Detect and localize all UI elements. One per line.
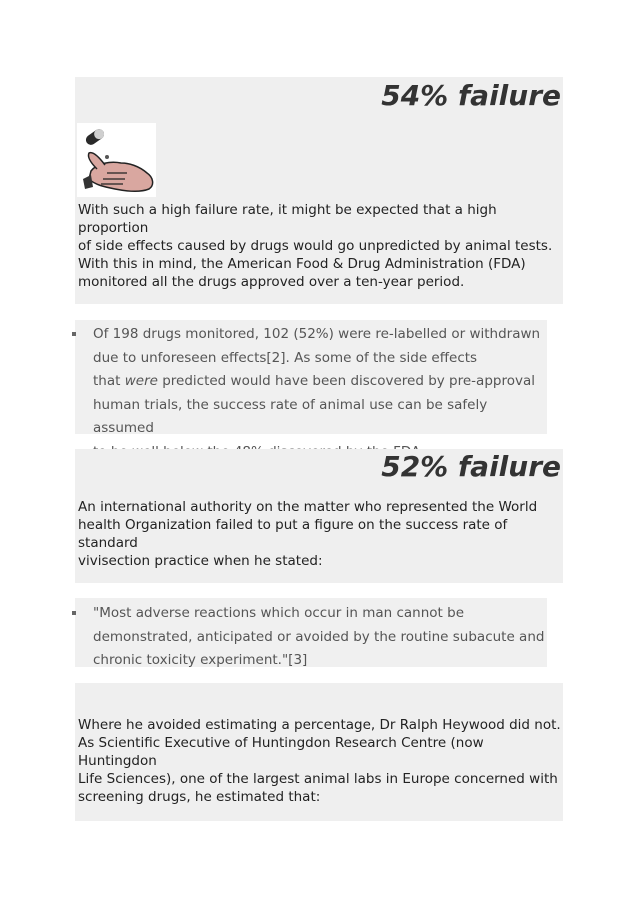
paragraph-section1 (78, 201, 563, 291)
para-line: An international authority on the matter who represented the World (78, 499, 538, 515)
paragraph-section2 (78, 498, 563, 570)
bullet-line: "Most adverse reactions which occur in man cannot be (93, 605, 465, 621)
bullet-line-part: predicted would have been discovered by pre-approval (157, 373, 535, 389)
para-line: As Scientific Executive of Huntingdon Research Centre (now Huntingdon (78, 735, 484, 769)
para-line: of side effects caused by drugs would go unpredicted by animal tests. (78, 238, 553, 254)
bullet-line: chronic toxicity experiment."[3] (93, 652, 308, 668)
para-line: With such a high failure rate, it might be expected that a high proportion (78, 202, 497, 236)
section-52-failure (75, 449, 563, 583)
bullet-icon (72, 611, 76, 615)
hand-pill-icon (77, 123, 156, 197)
bullet-icon (72, 332, 76, 336)
emphasis-were: were (124, 373, 158, 389)
section-54-failure (75, 77, 563, 304)
bullet-line: due to unforeseen effects[2]. As some of the side effects (93, 349, 478, 366)
para-line: Life Sciences), one of the largest animal labs in Europe concerned with (78, 771, 558, 787)
paragraph-section3 (78, 716, 563, 806)
bullet-block-fda (75, 320, 547, 434)
bullet-line-part: that (93, 373, 125, 389)
heading-54-failure: 54% failure (381, 79, 561, 112)
bullet-line: Of 198 drugs monitored, 102 (52%) were re-labelled or withdrawn (93, 326, 541, 342)
para-line: Where he avoided estimating a percentage, Dr Ralph Heywood did not. (78, 717, 561, 733)
bullet-text-quote (93, 602, 544, 673)
para-line: With this in mind, the American Food & Drug Administration (FDA) (78, 256, 526, 272)
hand-pill-image (77, 123, 156, 197)
bullet-block-quote (75, 598, 547, 667)
bullet-text-fda (93, 323, 547, 464)
section-heywood (75, 683, 563, 821)
bullet-line: human trials, the success rate of animal use can be safely assumed (93, 396, 488, 436)
para-line: screening drugs, he estimated that: (78, 789, 321, 805)
para-line: monitored all the drugs approved over a ten-year period. (78, 274, 465, 290)
heading-52-failure: 52% failure (381, 450, 561, 483)
para-line: vivisection practice when he stated: (78, 553, 323, 569)
bullet-line: demonstrated, anticipated or avoided by the routine subacute and (93, 628, 545, 645)
para-line: health Organization failed to put a figure on the success rate of standard (78, 517, 508, 551)
